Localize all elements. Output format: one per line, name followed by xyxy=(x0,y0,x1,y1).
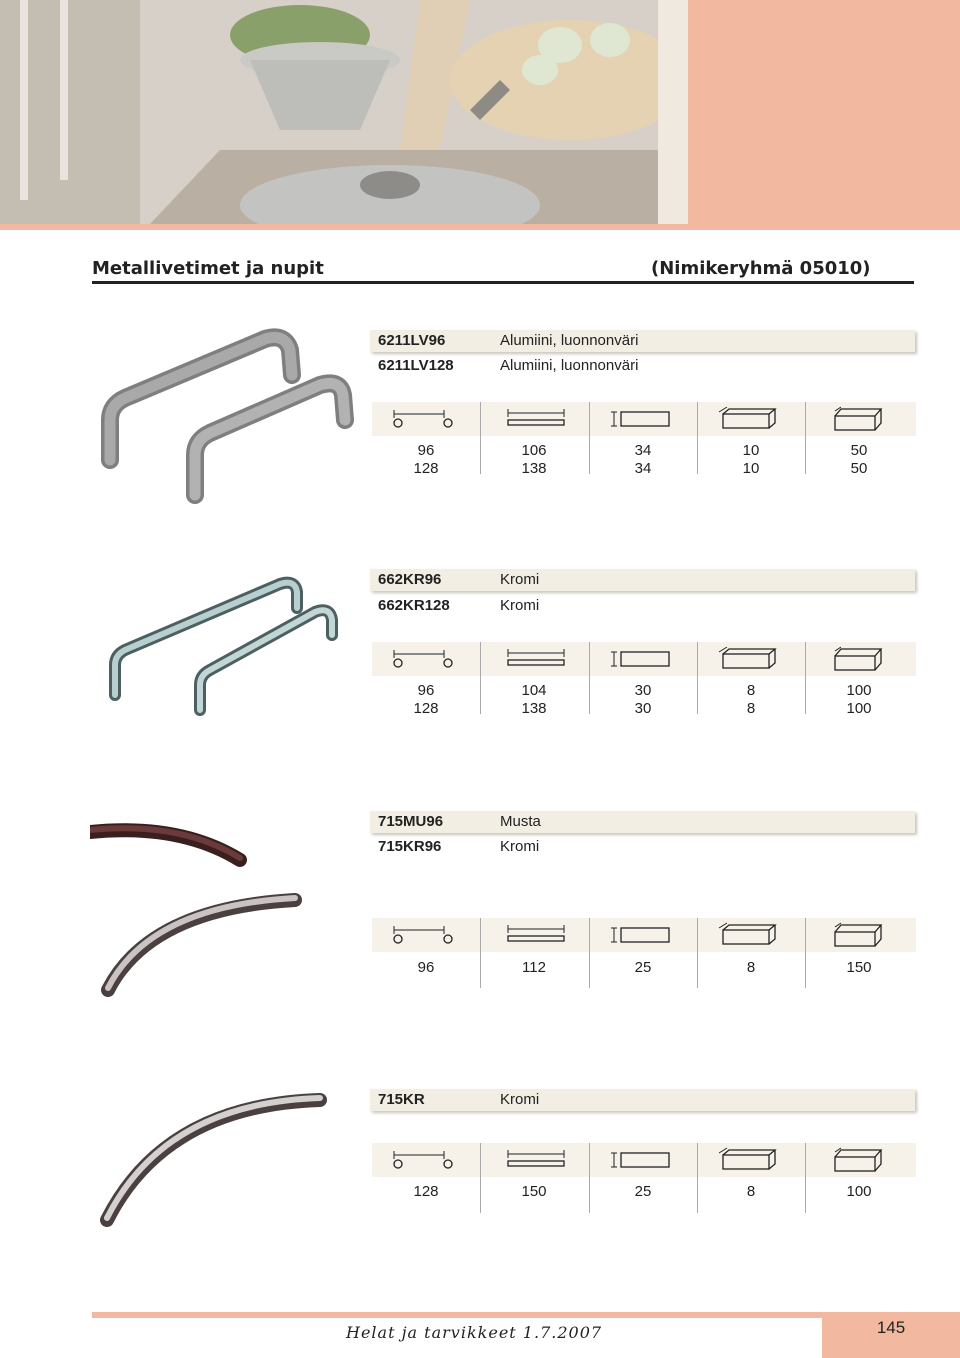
spec-value: 104 xyxy=(521,682,547,699)
spec-value: 34 xyxy=(634,460,652,477)
spec-value: 8 xyxy=(746,1183,756,1200)
product-description: Alumiini, luonnonväri xyxy=(500,357,639,374)
kitchen-photo xyxy=(0,0,688,224)
spec-value: 150 xyxy=(521,1183,547,1200)
title-rule xyxy=(92,281,914,284)
spec-value: 8 xyxy=(746,700,756,717)
page-title: Metallivetimet ja nupit xyxy=(92,258,324,279)
spec-value: 96 xyxy=(417,682,435,699)
product-code: 6211LV128 xyxy=(378,357,454,374)
spec-value: 150 xyxy=(846,959,872,976)
handle-photo-715kr xyxy=(95,1085,335,1235)
spec-value: 30 xyxy=(634,700,652,717)
height-icon xyxy=(589,646,697,672)
spec-value: 50 xyxy=(850,460,868,477)
depth-icon xyxy=(805,1147,913,1173)
handle-photo-6211lv xyxy=(95,325,360,510)
product-code: 662KR128 xyxy=(378,597,450,614)
spec-value: 25 xyxy=(634,959,652,976)
product-code: 715MU96 xyxy=(378,813,444,830)
spec-value: 128 xyxy=(413,1183,439,1200)
depth-icon xyxy=(805,922,913,948)
product-code: 662KR96 xyxy=(378,571,442,588)
height-icon xyxy=(589,406,697,432)
spec-value: 8 xyxy=(746,682,756,699)
spec-value: 112 xyxy=(522,959,546,976)
product-description: Kromi xyxy=(500,1091,540,1108)
footer-band xyxy=(92,1312,822,1318)
product-row xyxy=(378,1089,539,1111)
spec-value: 128 xyxy=(413,460,439,477)
handle-photo-662kr xyxy=(100,570,345,720)
spec-value: 100 xyxy=(846,682,872,699)
depth-icon xyxy=(805,646,913,672)
width-icon xyxy=(697,1147,805,1173)
product-row xyxy=(378,595,539,617)
spec-value: 100 xyxy=(846,700,872,717)
spec-value: 96 xyxy=(417,959,435,976)
spec-value: 25 xyxy=(634,1183,652,1200)
product-row xyxy=(378,836,539,858)
product-description: Kromi xyxy=(500,838,540,855)
product-row xyxy=(378,811,541,833)
accent-band xyxy=(0,224,960,230)
page-number: 145 xyxy=(876,1318,906,1337)
footer-text: Helat ja tarvikkeet 1.7.2007 xyxy=(346,1323,603,1342)
height-icon xyxy=(589,922,697,948)
product-description: Musta xyxy=(500,813,541,830)
width-icon xyxy=(697,646,805,672)
spec-value: 100 xyxy=(846,1183,872,1200)
total-length-icon xyxy=(480,1147,588,1173)
total-length-icon xyxy=(480,922,588,948)
spec-value: 138 xyxy=(521,460,547,477)
product-code: 715KR96 xyxy=(378,838,442,855)
width-icon xyxy=(697,406,805,432)
spec-value: 10 xyxy=(742,442,760,459)
product-description: Kromi xyxy=(500,571,540,588)
accent-block xyxy=(688,0,960,224)
hole-spacing-icon xyxy=(372,922,480,948)
spec-value: 128 xyxy=(413,700,439,717)
product-code: 6211LV96 xyxy=(378,332,446,349)
product-row xyxy=(378,569,539,591)
spec-value: 50 xyxy=(850,442,868,459)
spec-value: 34 xyxy=(634,442,652,459)
product-group: (Nimikeryhmä 05010) xyxy=(651,258,871,279)
hole-spacing-icon xyxy=(372,406,480,432)
product-row xyxy=(378,355,638,377)
product-row xyxy=(378,330,638,352)
product-description: Kromi xyxy=(500,597,540,614)
spec-value: 96 xyxy=(417,442,435,459)
spec-value: 10 xyxy=(742,460,760,477)
depth-icon xyxy=(805,406,913,432)
height-icon xyxy=(589,1147,697,1173)
product-code: 715KR xyxy=(378,1091,425,1108)
spec-value: 30 xyxy=(634,682,652,699)
hole-spacing-icon xyxy=(372,646,480,672)
total-length-icon xyxy=(480,646,588,672)
total-length-icon xyxy=(480,406,588,432)
spec-value: 106 xyxy=(521,442,547,459)
handle-photo-715 xyxy=(90,818,315,998)
spec-value: 8 xyxy=(746,959,756,976)
product-description: Alumiini, luonnonväri xyxy=(500,332,639,349)
width-icon xyxy=(697,922,805,948)
spec-value: 138 xyxy=(521,700,547,717)
hole-spacing-icon xyxy=(372,1147,480,1173)
